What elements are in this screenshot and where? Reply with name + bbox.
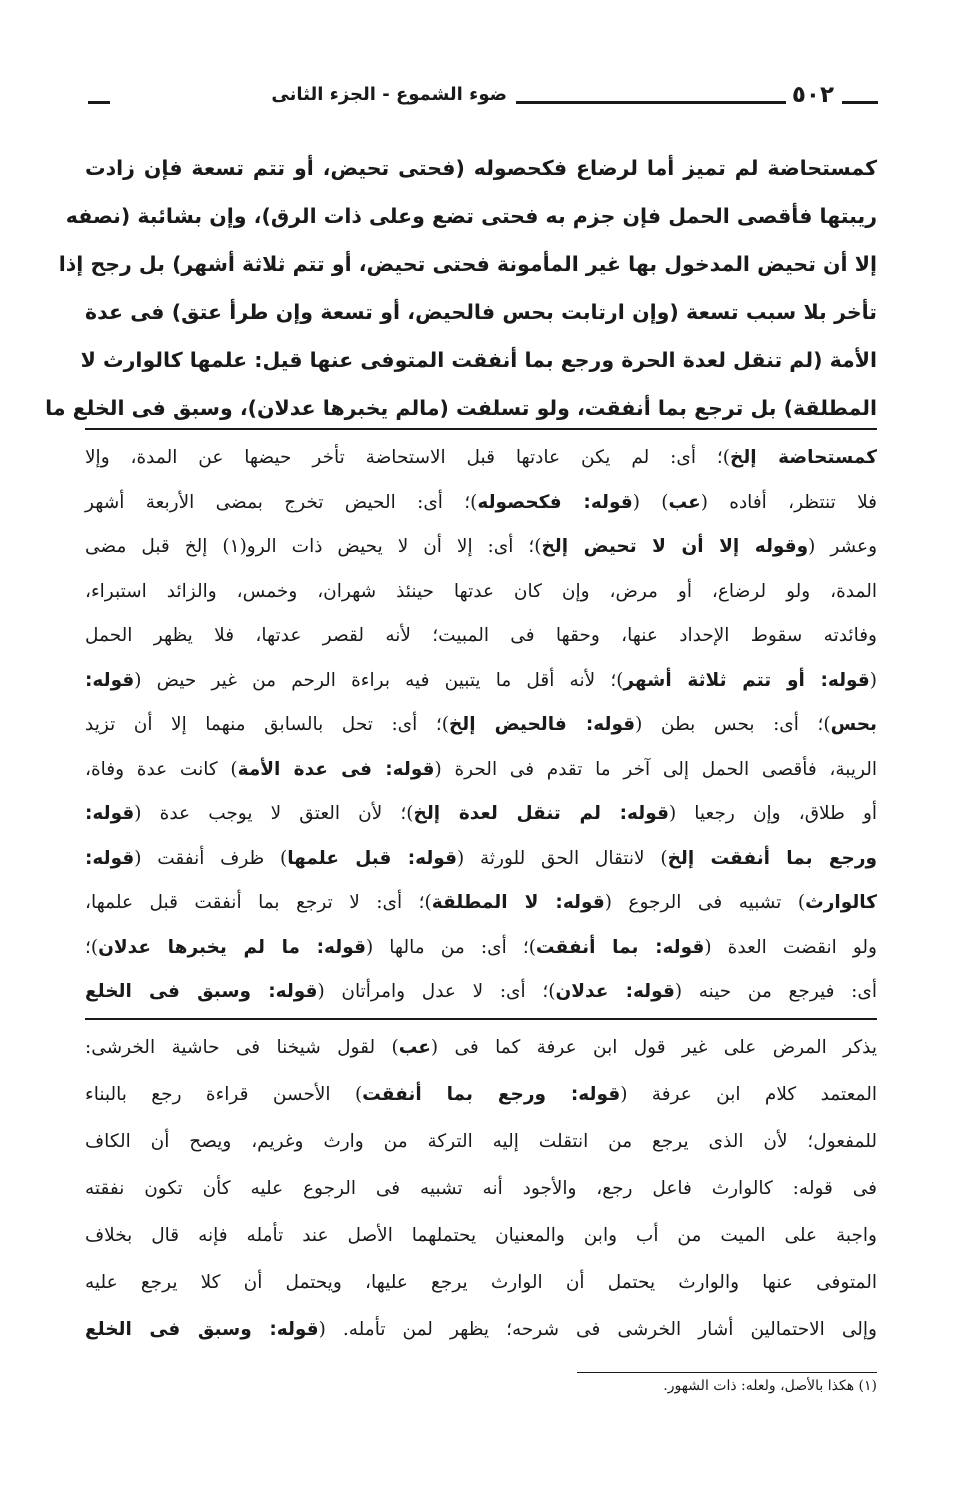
commentary-line [85,703,877,748]
footnote: (١) هكذا بالأصل، ولعله: ذات الشهور. [663,1378,877,1394]
main-line: إلا أن تحيض المدخول بها غير المأمونة فحتى تحيض، أو تتم ثلاثة أشهر) بل رجح إذا [58,252,877,276]
lemma-heading: قوله: فالحيض إلخ [448,714,636,735]
commentary-run: المتوفى عنها والوارث يحتمل أن الوارث يرجع عليها، ويحتمل أن كلا يرجع عليه [85,1272,877,1293]
commentary-run: وعشر ( [808,536,877,557]
commentary-line [85,570,877,615]
lemma-heading: كالوارث [805,892,877,913]
continuation-text [85,1024,877,1353]
commentary-line [85,614,877,659]
main-line: تأخر بلا سبب تسعة (وإن ارتابت بحس فالحيض، أو تسعة وإن طرأ عتق) فى عدة [85,300,877,324]
commentary-run: ) لقول شيخنا فى حاشية الخرشى: [85,1037,399,1058]
commentary-run: ) ( [632,491,669,513]
commentary-line [85,436,877,481]
commentary-run: )؛ أى: لا ترجع بما أنفقت قبل علمها، [85,892,432,913]
commentary-line [85,748,877,793]
commentary-line [85,525,877,570]
commentary-run: فى قوله: كالوارث فاعل رجع، والأجود أنه تشبيه فى الرجوع عليه كأن تكون نفقته [85,1178,877,1199]
commentary-run: ) الأحسن قراءة رجع بالبناء [85,1084,363,1105]
lemma-heading: قوله: وسبق فى الخلع [85,1319,319,1340]
header-rule-right [842,101,878,104]
commentary-line [85,659,877,704]
running-title: ضوء الشموع - الجزء الثانى [265,84,513,105]
commentary-run: )؛ أى: إلا أن لا يحيض ذات الرو(١) إلخ قبل مضى [85,536,542,557]
commentary-line [85,970,877,1015]
lemma-heading: قوله: قبل علمها [287,847,457,869]
commentary-run: )؛ أى: من مالها ( [365,936,536,958]
header-rule-middle [516,101,786,104]
lemma-heading: قوله: فكحصوله [477,491,633,513]
lemma-heading: كمستحاضة إلخ [730,447,877,468]
commentary-run: )؛ أى: الحيض تخرج بمضى الأربعة أشهر [85,491,478,513]
commentary-run: )؛ أى: لم يكن عادتها قبل الاستحاضة تأخر حيضها عن المدة، وإلا [85,447,730,468]
commentary-run: )؛ [85,936,99,958]
continuation-line [85,1071,877,1118]
commentary-run: ولو انقضت العدة ( [704,936,877,958]
continuation-line [85,1212,877,1259]
lemma-heading: قوله: [85,803,135,824]
lemma-heading: قوله: [85,669,135,691]
commentary-run: ) ظرف أنفقت ( [134,847,288,869]
lemma-heading: قوله: [85,847,135,869]
lemma-heading: قوله: أو تتم ثلاثة أشهر [623,669,870,691]
commentary-run: ( [869,669,877,691]
lemma-heading: عب [398,1037,431,1058]
commentary-run: الريبة، فأقصى الحمل إلى آخر ما تقدم فى الحرة ( [434,758,877,780]
commentary-run: يذكر المرض على غير قول ابن عرفة كما فى ( [430,1037,877,1058]
continuation-line [85,1259,877,1306]
continuation-line [85,1024,877,1071]
commentary-line [85,792,877,837]
section-divider [85,1018,877,1020]
commentary-line [85,481,877,526]
commentary-run: أو طلاق، وإن رجعيا ( [668,803,878,824]
continuation-line [85,1165,877,1212]
commentary-run: للمفعول؛ لأن الذى يرجع من انتقلت إليه التركة من وارث وغريم، ويصح أن الكاف [85,1131,877,1152]
commentary-run: وإلى الاحتمالين أشار الخرشى فى شرحه؛ يظهر لمن تأمله. ( [318,1319,877,1340]
commentary-run: واجبة على الميت من أب وابن والمعنيان يحتملهما الأصل عند تأمله فإنه قال بخلاف [85,1225,877,1246]
main-text [45,144,877,432]
lemma-heading: وقوله إلا أن لا تحيض إلخ [541,536,809,557]
lemma-heading: قوله: ما لم يخبرها عدلان [98,936,366,958]
commentary-run: )؛ لأنه أقل ما يتبين فيه براءة الرحم من غير حيض ( [134,669,624,691]
commentary-run: المعتمد كلام ابن عرفة ( [620,1084,877,1105]
header-rule-left [88,101,110,104]
lemma-heading: قوله: عدلان [555,981,675,1002]
commentary-run: المدة، ولو لرضاع، أو مرض، وإن كان عدتها حينئذ شهران، وخمس، والزائد استبراء، [85,580,877,602]
commentary-run: )؛ لأن العتق لا يوجب عدة ( [134,803,414,824]
lemma-heading: قوله: ورجع بما أنفقت [362,1084,621,1105]
main-line: كمستحاضة لم تميز أما لرضاع فكحصوله (فحتى تحيض، أو تتم تسعة فإن زادت [85,156,877,180]
lemma-heading: قوله: بما أنفقت [535,936,705,958]
commentary-line [85,837,877,882]
page-number: ٥٠٢ [786,82,840,108]
lemma-heading: قوله: لا المطلقة [431,892,605,913]
footnote-rule [577,1372,877,1373]
lemma-heading: بحس [830,714,877,735]
lemma-heading: ورجع بما أنفقت إلخ [667,847,877,869]
commentary-line [85,881,877,926]
main-line: المطلقة) بل ترجع بما أنفقت، ولو تسلفت (مالم يخبرها عدلان)، وسبق فى الخلع ما [45,396,877,420]
commentary-line [85,926,877,971]
continuation-line [85,1306,877,1353]
commentary-run: )؛ أى: بحس بطن ( [635,714,831,735]
commentary-run: ) لانتقال الحق للورثة ( [457,847,668,869]
lemma-heading: قوله: فى عدة الأمة [237,758,435,780]
continuation-line [85,1118,877,1165]
commentary-run: )؛ أى: لا عدل وامرأتان ( [317,981,556,1002]
commentary-run: فلا تنتظر، أفاده ( [700,491,877,513]
commentary-run: ) تشبيه فى الرجوع ( [604,892,806,913]
commentary-run: وفائدته سقوط الإحداد عنها، وحقها فى المبيت؛ لأنه لقصر عدتها، فلا يظهر الحمل [85,625,877,646]
lemma-heading: قوله: لم تنقل لعدة إلخ [413,803,669,824]
commentary-text [85,436,877,1015]
commentary-run: أى: فيرجع من حينه ( [674,981,877,1002]
lemma-heading: قوله: وسبق فى الخلع [85,981,318,1002]
section-divider [85,428,877,430]
commentary-run: )؛ أى: تحل بالسابق منهما إلا أن تزيد [85,714,449,735]
lemma-heading: عب [668,491,701,513]
main-line: ريبتها فأقصى الحمل فإن جزم به فحتى تضع وعلى ذات الرق)، وإن بشائبة (نصفه [65,204,877,228]
main-line: الأمة (لم تنقل لعدة الحرة ورجع بما أنفقت المتوفى عنها قيل: علمها كالوارث لا [80,348,877,372]
running-header [88,80,878,120]
commentary-run: ) كانت عدة وفاة، [85,758,238,780]
